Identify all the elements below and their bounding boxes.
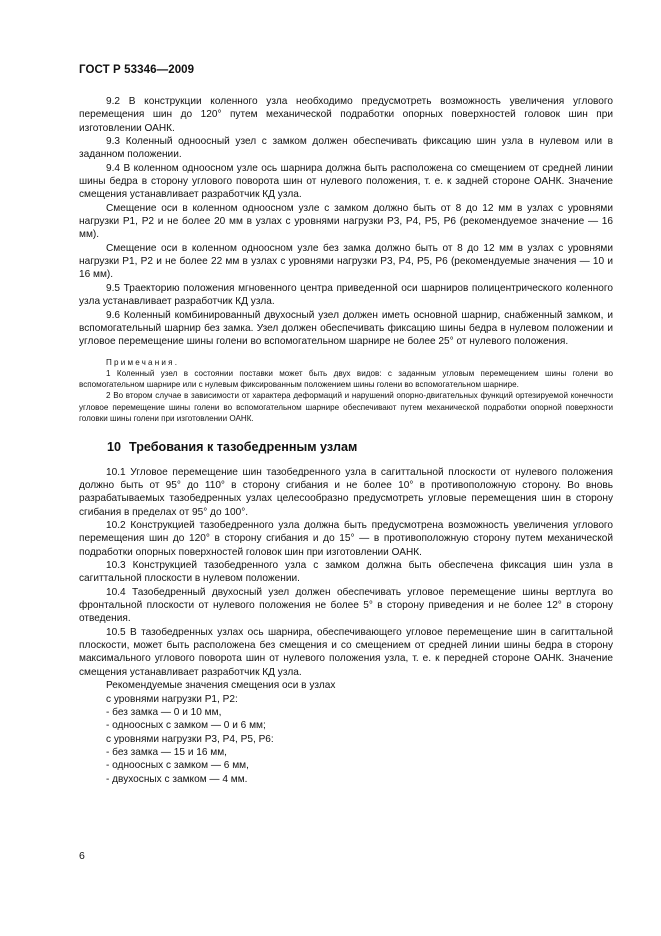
list-item: - без замка — 15 и 16 мм, (106, 746, 227, 758)
paragraph-9-5: 9.5 Траекторию положения мгновенного центра приведенной оси шарниров полицентрического коленного узла устанавливает разработчик КД узла. (79, 282, 613, 308)
section-heading (107, 441, 613, 454)
paragraph-9-6: 9.6 Коленный комбинированный двухосный узел должен иметь основной шарнир, снабженный замком, и вспомогательный шарнир без замка. Узел должен обеспечивать фиксацию шины бедра в нулевом положении и угловое перемещение шины голени во вспомогательном шарнире не более 25° от нулевого положения. (79, 309, 613, 348)
paragraph-9-2: 9.2 В конструкции коленного узла необходимо предусмотреть возможность увеличения углового перемещения шин до 120° путем механической подработки опорных поверхностей головок шин при изготовлении ОАНК. (79, 96, 613, 134)
note-item: 2 Во втором случае в зависимости от характера деформаций и нарушений опорно-двигательных функций ортезируемой конечности угловое перемещение шины голени во вспомогательном шарнире обеспечивают путем механической подработки опорной поверхности головки шины голени при изготовлении ОАНК. (79, 391, 613, 424)
paragraph-10-2: 10.2 Конструкцией тазобедренного узла должна быть предусмотрена возможность увеличения углового перемещения шин до 120° в сторону сгибания и до 15° — в противоположную сторону путем механической подработки опорных поверхностей головок шин при изготовлении ОАНК. (79, 520, 613, 558)
paragraph-9-4-offset-with-lock: Смещение оси в коленном одноосном узле с замком должно быть от 8 до 12 мм в узлах с уровнями нагрузки Р1, Р2 и не более 20 мм в узлах с уровнями нагрузки Р3, Р4, Р5, Р6 (рекомендуемое значение — 16 мм). (79, 202, 613, 241)
paragraph-10-4: 10.4 Тазобедренный двухосный узел должен обеспечивать угловое перемещение шины вертлуга во фронтальной плоскости от нулевого положения не более 5° в сторону приведения и не более 12° в сторону отведения. (79, 586, 613, 625)
paragraph-9-3: 9.3 Коленный одноосный узел с замком должен обеспечивать фиксацию шин узла в нулевом или в заданном положении. (79, 136, 613, 161)
note-item: 1 Коленный узел в состоянии поставки может быть двух видов: с заданным угловым перемещением шины голени во вспомогательном шарнире или с нулевым фиксированным положением шины голени во вспомогательном шарнире. (79, 368, 613, 390)
list-item: - двухосных с замком — 4 мм. (106, 773, 248, 785)
notes-block (79, 357, 613, 425)
page-number: 6 (79, 850, 85, 862)
page-body (79, 95, 613, 786)
section-title: Требования к тазобедренным узлам (129, 440, 358, 455)
paragraph-10-3: 10.3 Конструкцией тазобедренного узла с замком должна быть обеспечена фиксация шин узла в сагиттальной плоскости в нулевом положении. (79, 560, 613, 585)
paragraph-9-4-offset-without-lock: Смещение оси в коленном одноосном узле без замка должно быть от 8 до 12 мм в узлах с уровнями нагрузки Р1, Р2 и не более 22 мм в узлах с уровнями нагрузки Р3, Р4, Р5, Р6 (рекомендуемые значения — 10 и 16 мм). (79, 242, 613, 281)
paragraph-10-5: 10.5 В тазобедренных узлах ось шарнира, обеспечивающего угловое перемещение шин в сагиттальной плоскости, может быть расположена без смещения и со смещением от средней линии шины бедра в сторону максимального углового поворота шин от нулевого положения узла, т. е. к передней стороне ОАНК. Значение смещения устанавливает разработчик КД узла. (79, 626, 613, 678)
document-header: ГОСТ Р 53346—2009 (79, 64, 195, 76)
list-item: - одноосных с замком — 0 и 6 мм; (106, 720, 266, 732)
paragraph-10-1: 10.1 Угловое перемещение шин тазобедренного узла в сагиттальной плоскости от нулевого положения должно быть от 95° до 110° в сторону сгибания и не более 10° в противоположную сторону. Во вновь разрабатываемых тазобедренных узлах целесообразно предусмотреть угловые перемещения шин в сторону сгибания в пределах от 95° до 100°. (79, 466, 613, 518)
list-group-heading: с уровнями нагрузки Р1, Р2: (106, 693, 238, 705)
list-item: - без замка — 0 и 10 мм, (106, 706, 222, 718)
paragraph-9-4: 9.4 В коленном одноосном узле ось шарнира должна быть расположена со смещением от средней линии шины бедра в сторону углового поворота шин от нулевого положения, т. е. к задней стороне ОАНК. Значение смещения устанавливает разработчик КД узла. (79, 162, 613, 201)
list-intro: Рекомендуемые значения смещения оси в узлах (106, 680, 336, 692)
section-number: 10 (107, 440, 122, 455)
notes-title: Примечания. (106, 357, 180, 367)
list-group-heading: с уровнями нагрузки Р3, Р4, Р5, Р6: (106, 733, 274, 745)
list-item: - одноосных с замком — 6 мм, (106, 760, 249, 772)
